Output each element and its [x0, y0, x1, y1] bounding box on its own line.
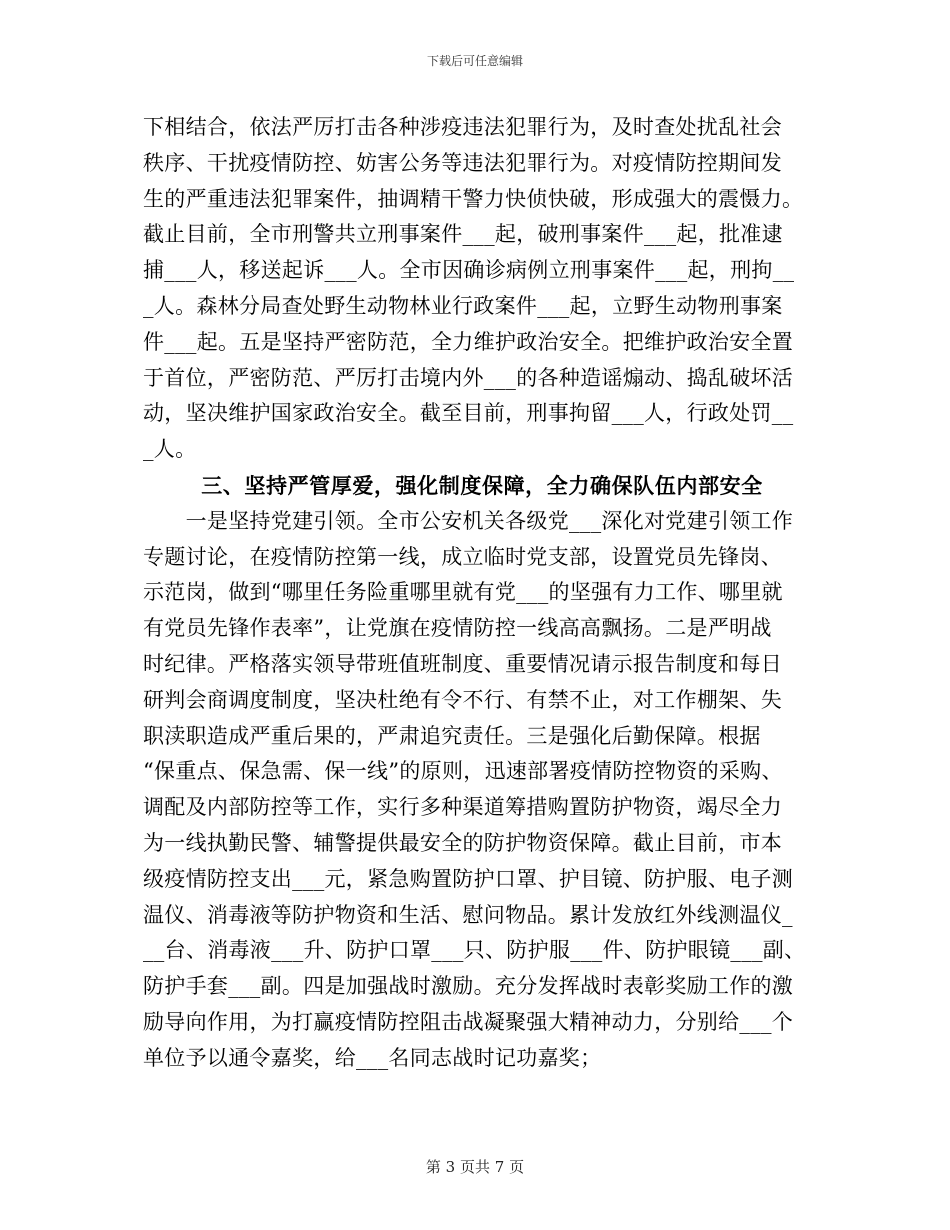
paragraph-line: 级疫情防控支出___元，紧急购置防护口罩、护目镜、防护服、电子测 [143, 866, 794, 891]
paragraph-line: 励导向作用，为打赢疫情防控阻击战凝聚强大精神动力，分别给___个 [143, 1009, 794, 1034]
paragraph-line: 示范岗，做到“哪里任务险重哪里就有党___的坚强有力工作、哪里就 [143, 580, 783, 605]
paragraph-line: 件___起。五是坚持严密防范，全力维护政治安全。把维护政治安全置 [143, 329, 794, 354]
section-heading: 三、坚持严管厚爱，强化制度保障，全力确保队伍内部安全 [201, 472, 763, 498]
paragraph-line: 一是坚持党建引领。全市公安机关各级党___深化对党建引领工作 [143, 508, 794, 533]
paragraph-line: 时纪律。严格落实领导带班值班制度、重要情况请示报告制度和每日 [143, 651, 782, 676]
paragraph-line: _人。 [143, 437, 197, 462]
paragraph-line: 为一线执勤民警、辅警提供最安全的防护物资保障。截止目前，市本 [143, 830, 782, 855]
paragraph-line: 动，坚决维护国家政治安全。截至目前，刑事拘留___人，行政处罚__ [143, 401, 794, 426]
paragraph-line: 捕___人，移送起诉___人。全市因确诊病例立刑事案件___起，刑拘__ [143, 258, 795, 283]
paragraph-line: 防护手套___副。四是加强战时激励。充分发挥战时表彰奖励工作的激 [143, 974, 794, 999]
paragraph-line: 有党员先锋作表率”，让党旗在疫情防控一线高高飘扬。二是严明战 [143, 616, 772, 641]
page-footer: 第 3 页共 7 页 [425, 1158, 525, 1176]
paragraph-line: 单位予以通令嘉奖，给___名同志战时记功嘉奖； [143, 1045, 602, 1070]
document-body [143, 110, 807, 1077]
paragraph-line: 秩序、干扰疫情防控、妨害公务等违法犯罪行为。对疫情防控期间发 [143, 150, 782, 175]
paragraph-line: 职渎职造成严重后果的，严肃追究责任。三是强化后勤保障。根据 [143, 723, 761, 748]
paragraph-line: 研判会商调度制度，坚决杜绝有令不行、有禁不止，对工作棚架、失 [143, 687, 782, 712]
paragraph-line: 专题讨论，在疫情防控第一线，成立临时党支部，设置党员先锋岗、 [143, 544, 782, 569]
paragraph-line: 调配及内部防控等工作，实行多种渠道筹措购置防护物资，竭尽全力 [143, 795, 782, 820]
paragraph-line: _人。森林分局查处野生动物林业行政案件___起，立野生动物刑事案 [143, 293, 783, 318]
paragraph-line: __台、消毒液___升、防护口罩___只、防护服___件、防护眼镜___副、 [143, 938, 806, 963]
paragraph-line: 于首位，严密防范、严厉打击境内外___的各种造谣煽动、捣乱破坏活 [143, 365, 794, 390]
page-header: 下载后可任意编辑 [426, 54, 523, 68]
paragraph-line: 温仪、消毒液等防护物资和生活、慰问物品。累计发放红外线测温仪_ [143, 902, 793, 927]
paragraph-line: “保重点、保急需、保一线”的原则，迅速部署疫情防控物资的采购、 [143, 759, 783, 784]
paragraph-line: 截止目前，全市刑警共立刑事案件___起，破刑事案件___起，批准逮 [143, 222, 783, 247]
paragraph-line: 生的严重违法犯罪案件，抽调精干警力快侦快破，形成强大的震慑力。 [143, 186, 804, 211]
paragraph-line: 下相结合，依法严厉打击各种涉疫违法犯罪行为，及时查处扰乱社会 [143, 115, 782, 139]
